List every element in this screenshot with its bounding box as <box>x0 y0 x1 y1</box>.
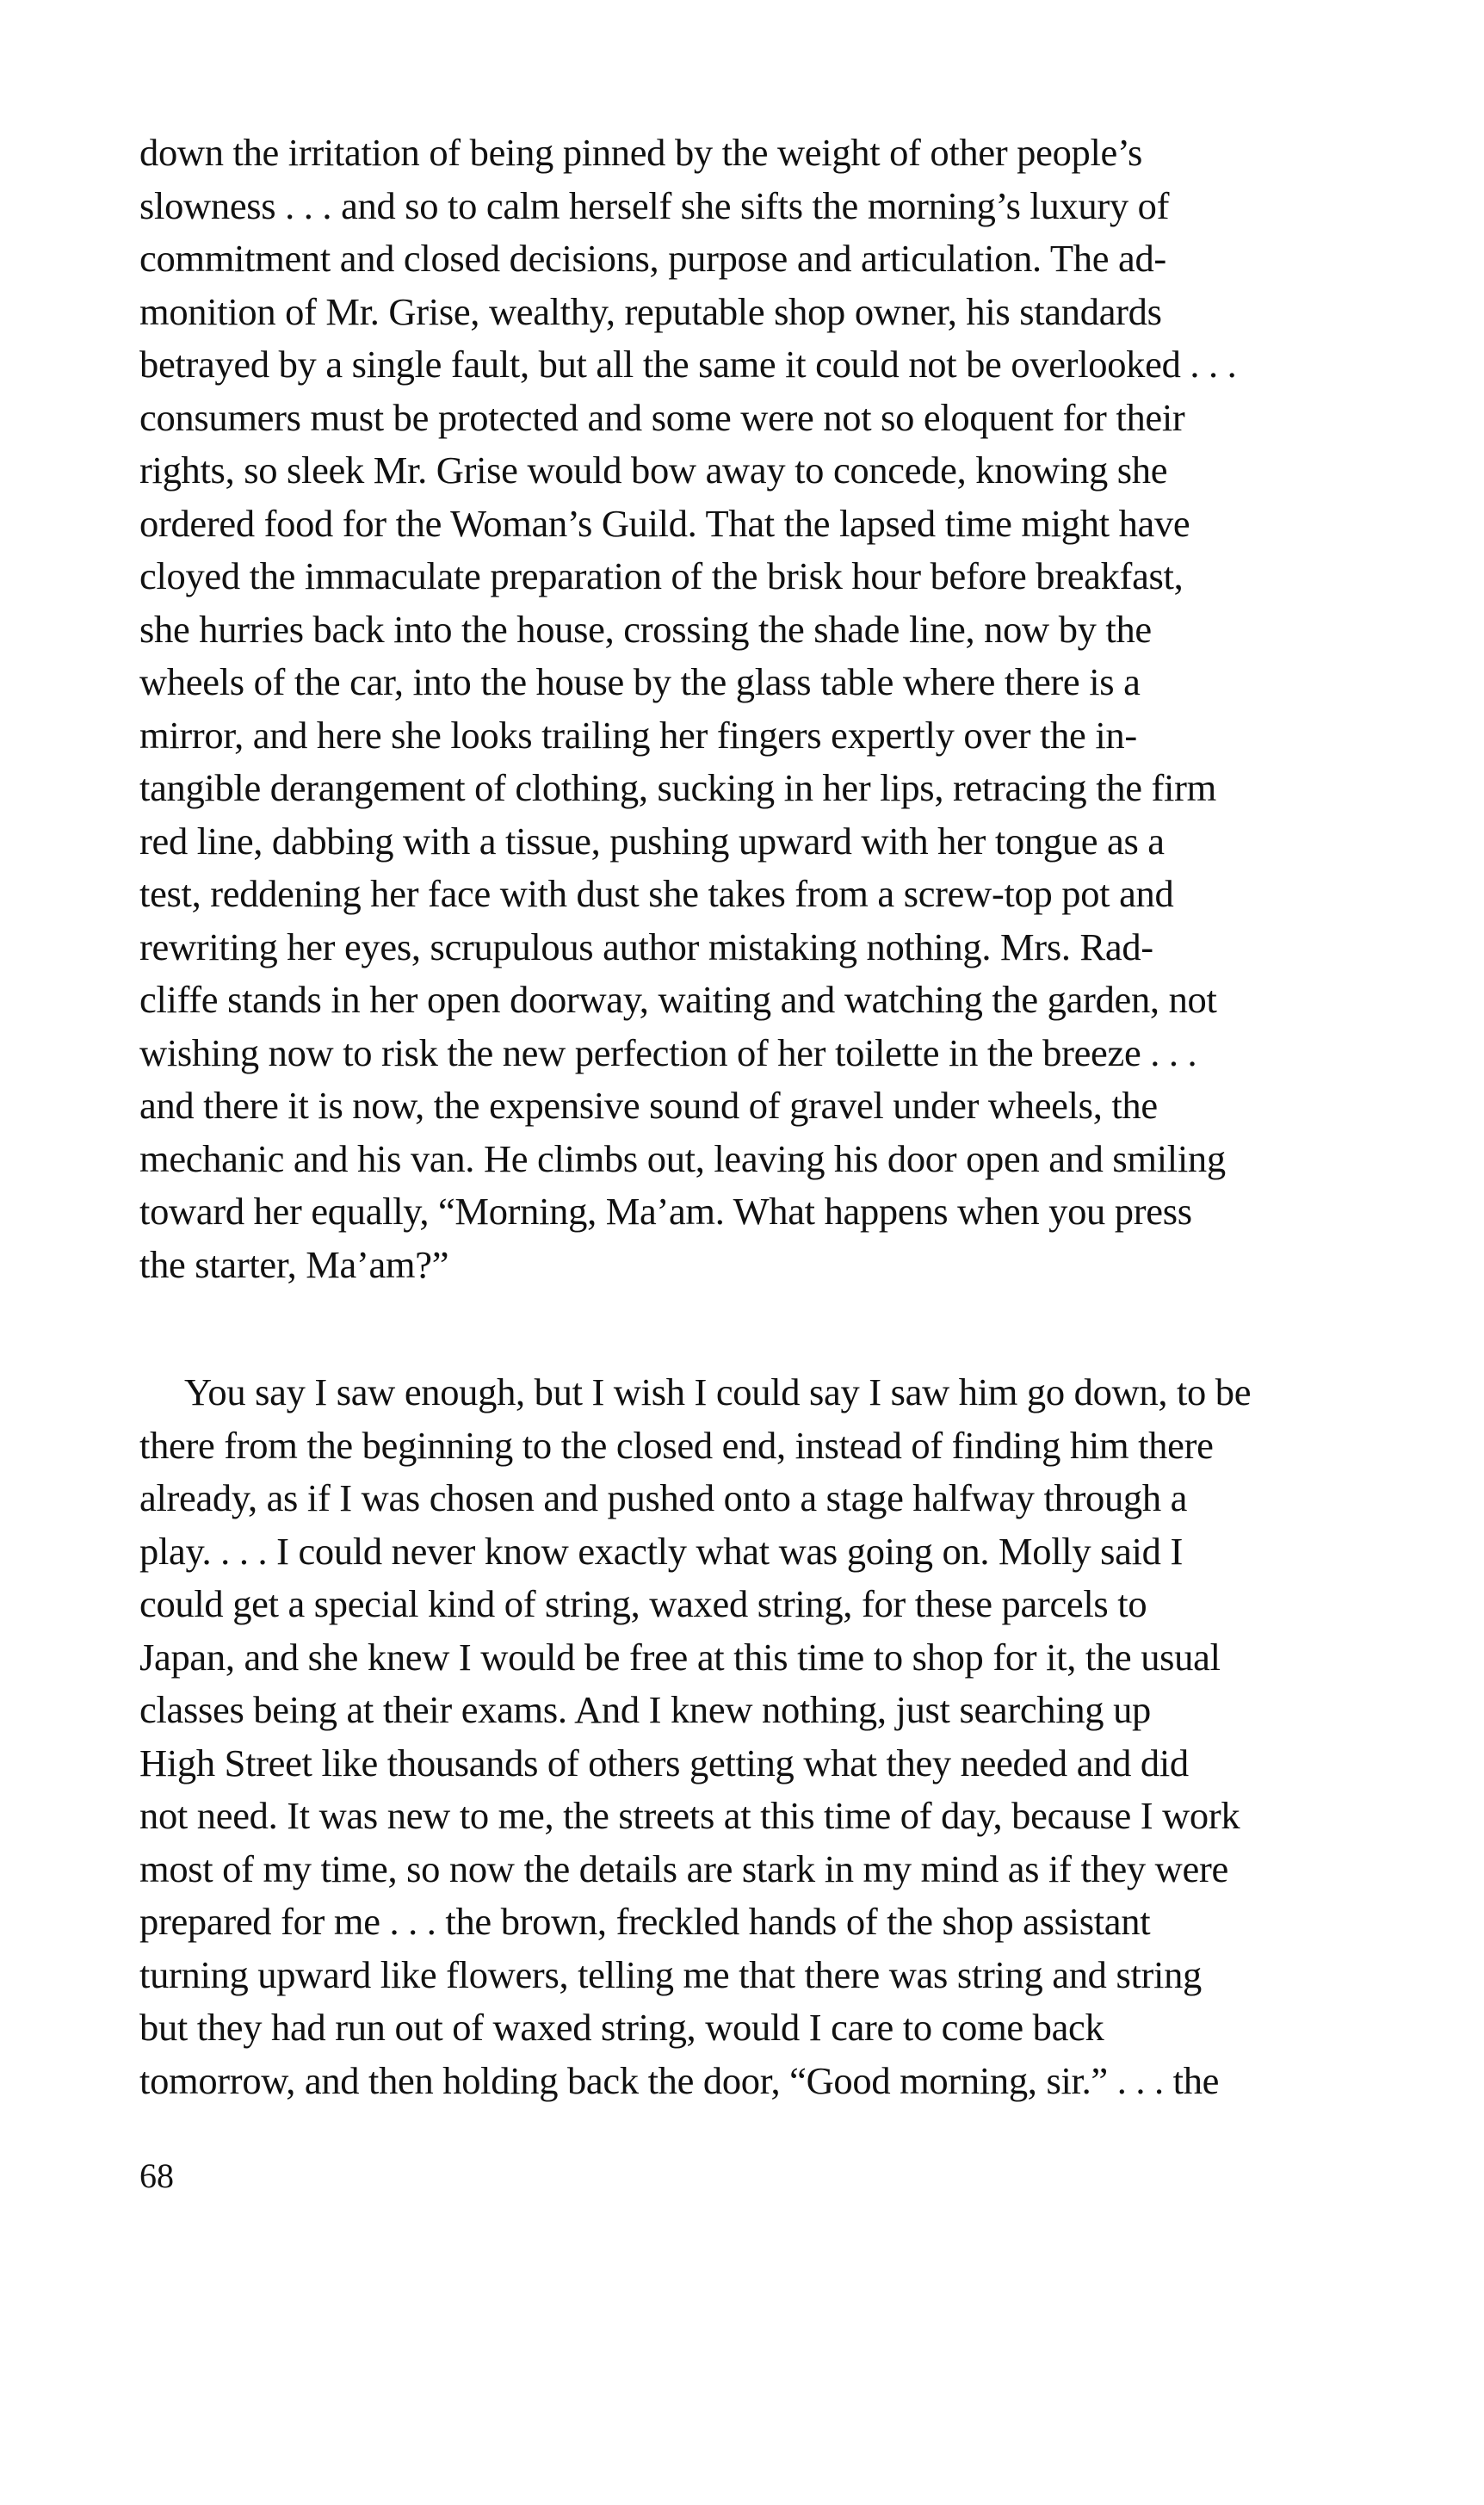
text-line: betrayed by a single fault, but all the same it could not be overlooked . . . <box>139 343 1237 386</box>
text-line: cliffe stands in her open doorway, waiting and watching the garden, not <box>139 978 1217 1021</box>
text-line: turning upward like flowers, telling me that there was string and string <box>139 1952 1203 1996</box>
text-line: but they had run out of waxed string, would I care to come back <box>139 2006 1104 2049</box>
text-line: ordered food for the Woman’s Guild. That the lapsed time might have <box>139 501 1190 545</box>
text-line: toward her equally, “Morning, Ma’am. What happens when you press <box>139 1190 1192 1233</box>
text-line: tangible derangement of clothing, sucking in her lips, retracing the firm <box>139 766 1216 809</box>
text-line: wishing now to risk the new perfection of her toilette in the breeze . . . <box>139 1030 1197 1074</box>
text-line: and there it is now, the expensive sound of gravel under wheels, the <box>139 1084 1158 1127</box>
text-line: wheels of the car, into the house by the glass table where there is a <box>139 660 1141 703</box>
text-line: High Street like thousands of others getting what they needed and did <box>139 1741 1189 1784</box>
text-line: rewriting her eyes, scrupulous author mistaking nothing. Mrs. Rad- <box>139 925 1153 968</box>
text-line: could get a special kind of string, waxed string, for these parcels to <box>139 1582 1147 1625</box>
text-line: already, as if I was chosen and pushed onto a stage halfway through a <box>139 1476 1188 1519</box>
text-line: play. . . . I could never know exactly what was going on. Molly said I <box>139 1529 1183 1573</box>
text-line: mechanic and his van. He climbs out, leaving his door open and smiling <box>139 1136 1226 1180</box>
text-line: the starter, Ma’am?” <box>139 1242 449 1286</box>
text-line: red line, dabbing with a tissue, pushing upward with her tongue as a <box>139 819 1165 863</box>
text-line: monition of Mr. Grise, wealthy, reputable shop owner, his standards <box>139 289 1162 333</box>
text-line: You say I saw enough, but I wish I could say I saw him go down, to be <box>184 1370 1252 1413</box>
text-line: there from the beginning to the closed end, instead of finding him there <box>139 1423 1214 1467</box>
text-line: rights, so sleek Mr. Grise would bow away to concede, knowing she <box>139 448 1168 492</box>
text-line: Japan, and she knew I would be free at this time to shop for it, the usual <box>139 1635 1221 1679</box>
text-line: slowness . . . and so to calm herself she sifts the morning’s luxury of <box>139 183 1170 227</box>
text-line: down the irritation of being pinned by the weight of other people’s <box>139 131 1143 174</box>
text-line: mirror, and here she looks trailing her fingers expertly over the in- <box>139 713 1137 757</box>
text-line: prepared for me . . . the brown, freckled hands of the shop assistant <box>139 1900 1151 1943</box>
text-line: she hurries back into the house, crossing the shade line, now by the <box>139 607 1152 651</box>
text-line: test, reddening her face with dust she takes from a screw-top pot and <box>139 872 1174 915</box>
paragraph-1 <box>139 127 1345 1291</box>
text-line: most of my time, so now the details are stark in my mind as if they were <box>139 1846 1228 1890</box>
page-number: 68 <box>139 2156 174 2195</box>
text-line: consumers must be protected and some were not so eloquent for their <box>139 395 1185 439</box>
text-line: cloyed the immaculate preparation of the brisk hour before breakfast, <box>139 554 1184 597</box>
text-line: not need. It was new to me, the streets at this time of day, because I work <box>139 1794 1240 1837</box>
text-line: classes being at their exams. And I knew nothing, just searching up <box>139 1688 1151 1731</box>
text-line: commitment and closed decisions, purpose and articulation. The ad- <box>139 237 1166 280</box>
text-line: tomorrow, and then holding back the door, “Good morning, sir.” . . . the <box>139 2058 1220 2102</box>
paragraph-2 <box>139 1366 1345 2107</box>
